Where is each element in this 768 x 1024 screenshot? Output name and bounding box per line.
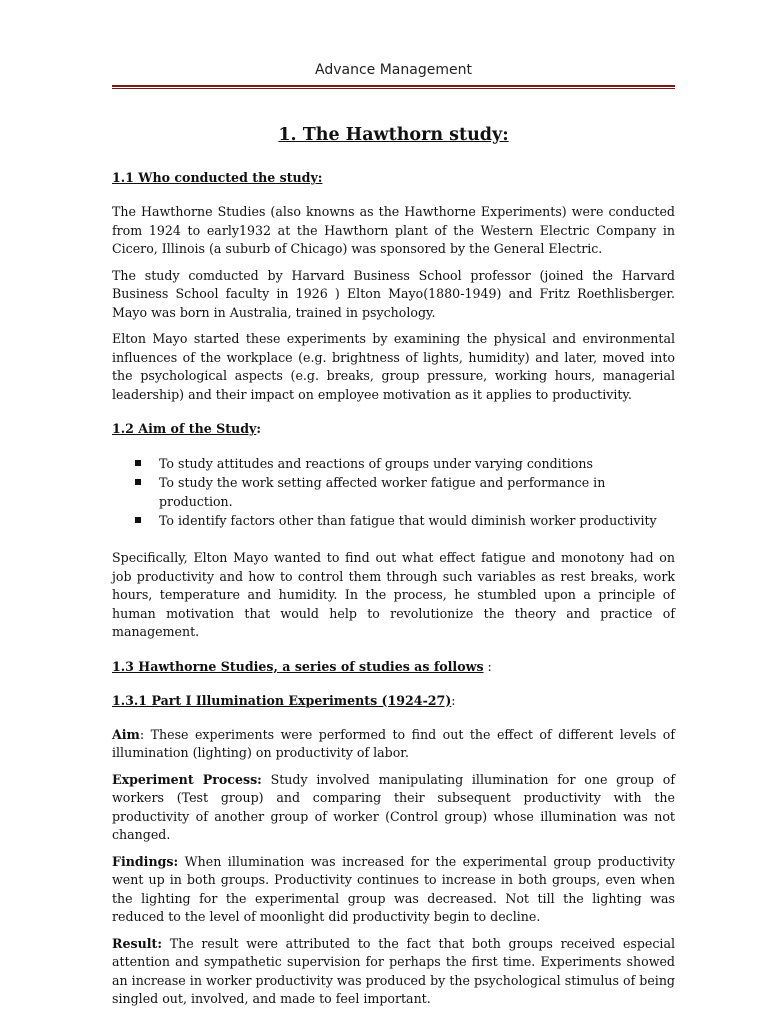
process-text: Study involved manipulating illumination for one group of workers (Test group) and comparing their subsequent productivity with the productivity of another group of worker (Control group) whose illumination was not changed.	[112, 771, 676, 842]
aim-list	[112, 454, 675, 530]
paragraph: Elton Mayo started these experiments by examining the physical and environmental influences of the workplace (e.g. brightness of lights, humidity) and later, moved into the psychological aspects (e.g. breaks, group pressure, working hours, managerial leadership) and their impact on employee motivation as it applies to productivity.	[112, 331, 675, 402]
section-heading-1-3-1-text: 1.3.1 Part I Illumination Experiments (1924-27)	[112, 692, 452, 708]
result-text: The result were attributed to the fact that both groups received especial attention and sympathetic supervision for perhaps the first time. Experiments showed an increase in worker productivity was produced by the psychological stimulus of being singled out, involved, and made to feel important.	[112, 935, 675, 1006]
list-item-text: To identify factors other than fatigue that would diminish worker productivity	[159, 513, 657, 528]
process-paragraph	[112, 771, 675, 845]
aim-text: : These experiments were performed to find out the effect of different levels of illumination (lighting) on productivity of labor.	[112, 726, 675, 760]
paragraph: The Hawthorne Studies (also knowns as the Hawthorne Experiments) were conducted from 1924 to early1932 at the Hawthorn plant of the Western Electric Company in Cicero, Illinois (a suburb of Chicago) was sponsored by the General Electric.	[112, 204, 675, 256]
aim-paragraph	[112, 726, 675, 763]
section-heading-1-2-text: 1.2 Aim of the Study	[112, 421, 257, 436]
list-item-text: To study the work setting affected worker fatigue and performance in production.	[159, 475, 606, 509]
heading-suffix: :	[451, 692, 456, 708]
bullet-icon	[135, 517, 141, 523]
document-body	[112, 123, 675, 1017]
section-heading-1-1-text: 1.1 Who conducted the study:	[112, 170, 323, 185]
document-title: 1. The Hawthorn study:	[278, 125, 509, 145]
section-heading-1-3-text: 1.3 Hawthorne Studies, a series of studies as follows	[112, 658, 484, 674]
bullet-icon	[135, 460, 141, 466]
heading-suffix: :	[256, 421, 261, 436]
header-rule	[112, 85, 675, 89]
section-heading-1-3	[112, 658, 675, 676]
section-heading-1-2	[112, 420, 675, 438]
paragraph: Specifically, Elton Mayo wanted to find out what effect fatigue and monotony had on job productivity and how to control them through such variables as rest breaks, work hours, temperature and humidity. In the process, he stumbled upon a principle of human motivation that would help to revolutionize the theory and practice of management.	[112, 550, 675, 639]
aim-label: Aim	[112, 726, 140, 742]
list-item	[159, 454, 675, 473]
list-item	[159, 511, 675, 530]
running-header: Advance Management	[315, 62, 472, 78]
process-label: Experiment Process:	[112, 771, 262, 787]
findings-label: Findings:	[112, 853, 179, 869]
heading-suffix: :	[483, 658, 492, 674]
findings-text: When illumination was increased for the experimental group productivity went up in both groups. Productivity continues to increase in both groups, even when the lighting for the experimental group was decreased. Not till the lighting was reduced to the level of moonlight did productivity begin to decline.	[112, 853, 675, 924]
section-heading-1-3-1	[112, 692, 675, 710]
list-item-text: To study attitudes and reactions of groups under varying conditions	[159, 456, 593, 471]
list-item	[159, 473, 675, 511]
paragraph: The study comducted by Harvard Business School professor (joined the Harvard Business School faculty in 1926 ) Elton Mayo(1880-1949) and Fritz Roethlisberger. Mayo was born in Australia, trained in psychology.	[112, 267, 675, 320]
section-heading-1-1	[112, 169, 675, 187]
result-label: Result:	[112, 935, 162, 951]
result-paragraph	[112, 935, 675, 1009]
findings-paragraph	[112, 853, 675, 927]
bullet-icon	[135, 479, 141, 485]
